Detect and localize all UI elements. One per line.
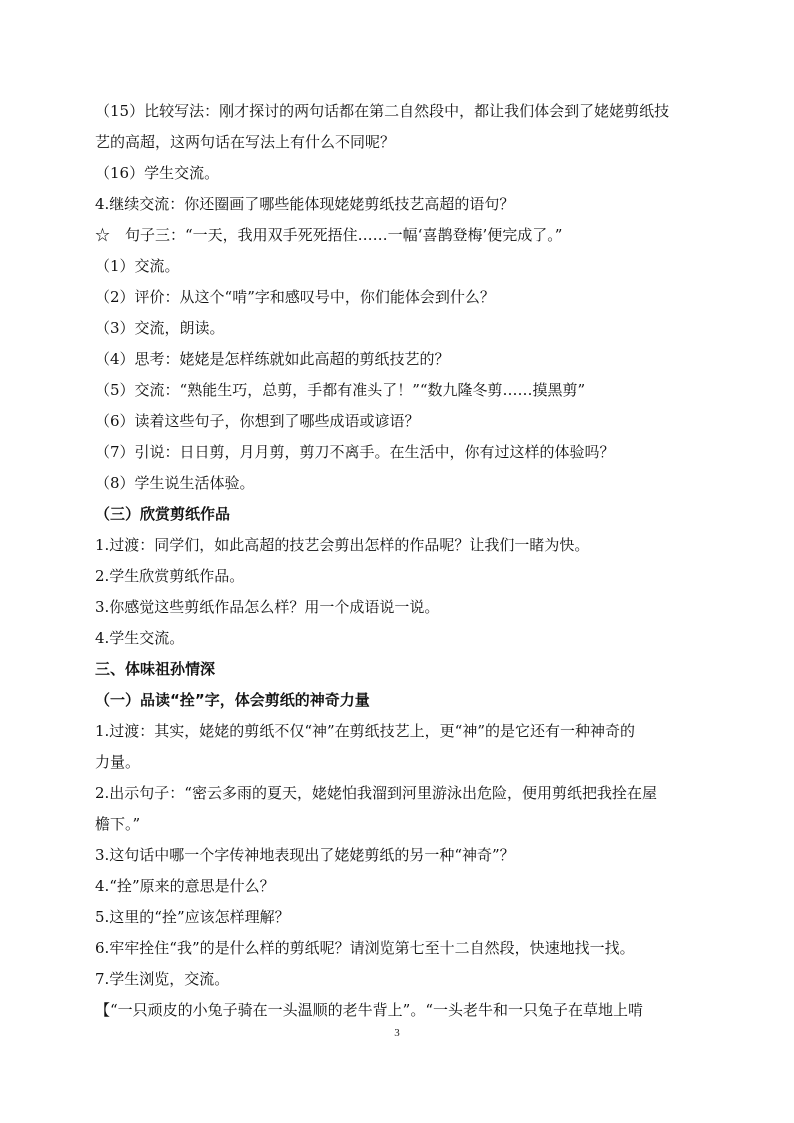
text-line: （8）学生说生活体验。 [95,474,255,492]
text-line: （5）交流：“熟能生巧，总剪，手都有准头了！”“数九隆冬剪……摸黑剪” [95,381,586,399]
section-heading: （三）欣赏剪纸作品 [95,505,231,523]
text-line: 4.学生交流。 [95,629,185,647]
text-line: 1.过渡：同学们，如此高超的技艺会剪出怎样的作品呢？让我们一睹为快。 [95,536,590,554]
text-line: 4.“拴”原来的意思是什么？ [95,877,275,895]
text-line: （6）读着这些句子，你想到了哪些成语或谚语？ [95,412,420,430]
text-line: （15）比较写法：刚才探讨的两句话都在第二自然段中，都让我们体会到了姥姥剪纸技 [95,102,670,120]
text-line: （7）引说：日日剪，月月剪，剪刀不离手。在生活中，你有过这样的体验吗？ [95,443,615,461]
text-line: （3）交流，朗读。 [95,319,225,337]
section-heading: 三、体味祖孙情深 [95,660,216,678]
text-line: 檐下。” [95,815,141,833]
page-number: 3 [394,1027,400,1039]
text-line: 力量。 [95,753,141,771]
text-line: （16）学生交流。 [95,164,220,182]
text-line: 7.学生浏览，交流。 [95,970,230,988]
text-line: ☆ 句子三：“一天，我用双手死死捂住……一幅‘喜鹊登梅’便完成了。” [95,226,563,244]
page-body [95,96,707,1026]
text-line: 3.这句话中哪一个字传神地表现出了姥姥剪纸的另一种“神奇”？ [95,846,515,864]
text-line: （2）评价：从这个“啃”字和感叹号中，你们能体会到什么？ [95,288,495,306]
text-line: 3.你感觉这些剪纸作品怎么样？用一个成语说一说。 [95,598,440,616]
text-line: （1）交流。 [95,257,180,275]
text-line: 2.出示句子：“密云多雨的夏天，姥姥怕我溜到河里游泳出危险，便用剪纸把我拴在屋 [95,784,657,802]
text-line: 【“一只顽皮的小兔子骑在一头温顺的老牛背上”。“一头老牛和一只兔子在草地上啃 [95,1001,644,1019]
text-line: 5.这里的“拴”应该怎样理解？ [95,908,290,926]
text-line: （4）思考：姥姥是怎样练就如此高超的剪纸技艺的？ [95,350,450,368]
text-line: 2.学生欣赏剪纸作品。 [95,567,245,585]
text-line: 6.牢牢拴住“我”的是什么样的剪纸呢？请浏览第七至十二自然段，快速地找一找。 [95,939,635,957]
text-line: 艺的高超，这两句话在写法上有什么不同呢？ [95,133,396,151]
text-line: 4.继续交流：你还圈画了哪些能体现姥姥剪纸技艺高超的语句？ [95,195,515,213]
text-line: 1.过渡：其实，姥姥的剪纸不仅“神”在剪纸技艺上，更“神”的是它还有一种神奇的 [95,722,635,740]
section-heading: （一）品读“拴”字，体会剪纸的神奇力量 [95,691,370,709]
